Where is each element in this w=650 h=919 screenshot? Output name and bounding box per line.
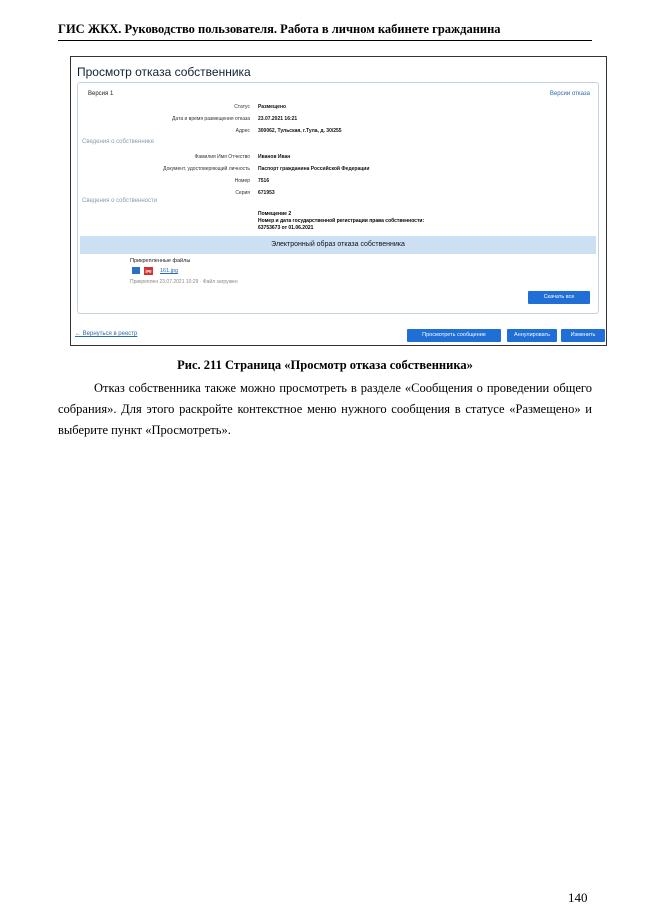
field-value: Паспорт гражданина Российской Федерации (258, 166, 370, 172)
field-label: Статус (234, 104, 250, 110)
download-all-button[interactable]: Скачать все (528, 291, 590, 304)
page-number: 140 (568, 890, 588, 905)
page-title: Просмотр отказа собственника (77, 65, 251, 79)
back-to-registry-link[interactable]: ← Вернуться в реестр (75, 331, 138, 337)
field-label: Серия (235, 190, 250, 196)
image-file-icon: jpg (145, 268, 152, 273)
field-label: Дата и время размещения отказа (172, 116, 250, 122)
section-owner-title: Сведения о собственнике (82, 139, 155, 145)
document-header: ГИС ЖКХ. Руководство пользователя. Работа в личном кабинете гражданина (58, 22, 501, 36)
attached-files-label: Прикрепленные файлы (130, 258, 191, 264)
field-value: 7516 (258, 178, 270, 184)
attached-info: Прикреплен 23.07.2021 10:29 · Файл загружен (130, 279, 238, 285)
refusal-card (77, 82, 599, 314)
field-value: 23.07.2021 16:21 (258, 116, 298, 122)
field-value: Размещено (258, 104, 287, 110)
field-value: 300062, Тульская, г.Тула, д. 30/255 (258, 128, 342, 134)
file-link[interactable]: 161.jpg (160, 268, 179, 274)
field-label: Номер (234, 178, 250, 184)
version-label: Версия 1 (88, 91, 114, 97)
property-line: Помещение 2 (258, 211, 292, 217)
embedded-screenshot (70, 56, 607, 346)
figure-caption: Рис. 211 Страница «Просмотр отказа собственника» (177, 358, 473, 372)
field-label: Документ, удостоверяющий личность (163, 166, 250, 172)
body-paragraph: Отказ собственника также можно просмотреть в разделе «Сообщения о проведении общего собрания». Для этого раскройте контекстное меню нужного сообщения в статусе «Размещено» и выберите пункт «Просмотреть». (58, 381, 592, 437)
versions-link[interactable]: Версии отказа (549, 91, 590, 97)
header-divider (58, 40, 592, 41)
annul-button[interactable]: Аннулировать (507, 329, 557, 342)
section-property-title: Сведения о собственности (82, 198, 158, 204)
electronic-copy-band: Электронный образ отказа собственника (80, 236, 596, 254)
property-line: 63753673 от 01.06.2021 (258, 225, 314, 231)
field-label: Фамилия Имя Отчество (194, 154, 250, 160)
field-label: Адрес (235, 128, 250, 134)
field-value: Иванов Иван (258, 154, 291, 160)
property-line: Номер и дата государственной регистрации права собственности: (258, 218, 425, 224)
file-type-icon (132, 267, 140, 274)
edit-button[interactable]: Изменить (561, 329, 605, 342)
field-value: 671953 (258, 190, 275, 196)
view-message-button[interactable]: Просмотреть сообщение (407, 329, 501, 342)
